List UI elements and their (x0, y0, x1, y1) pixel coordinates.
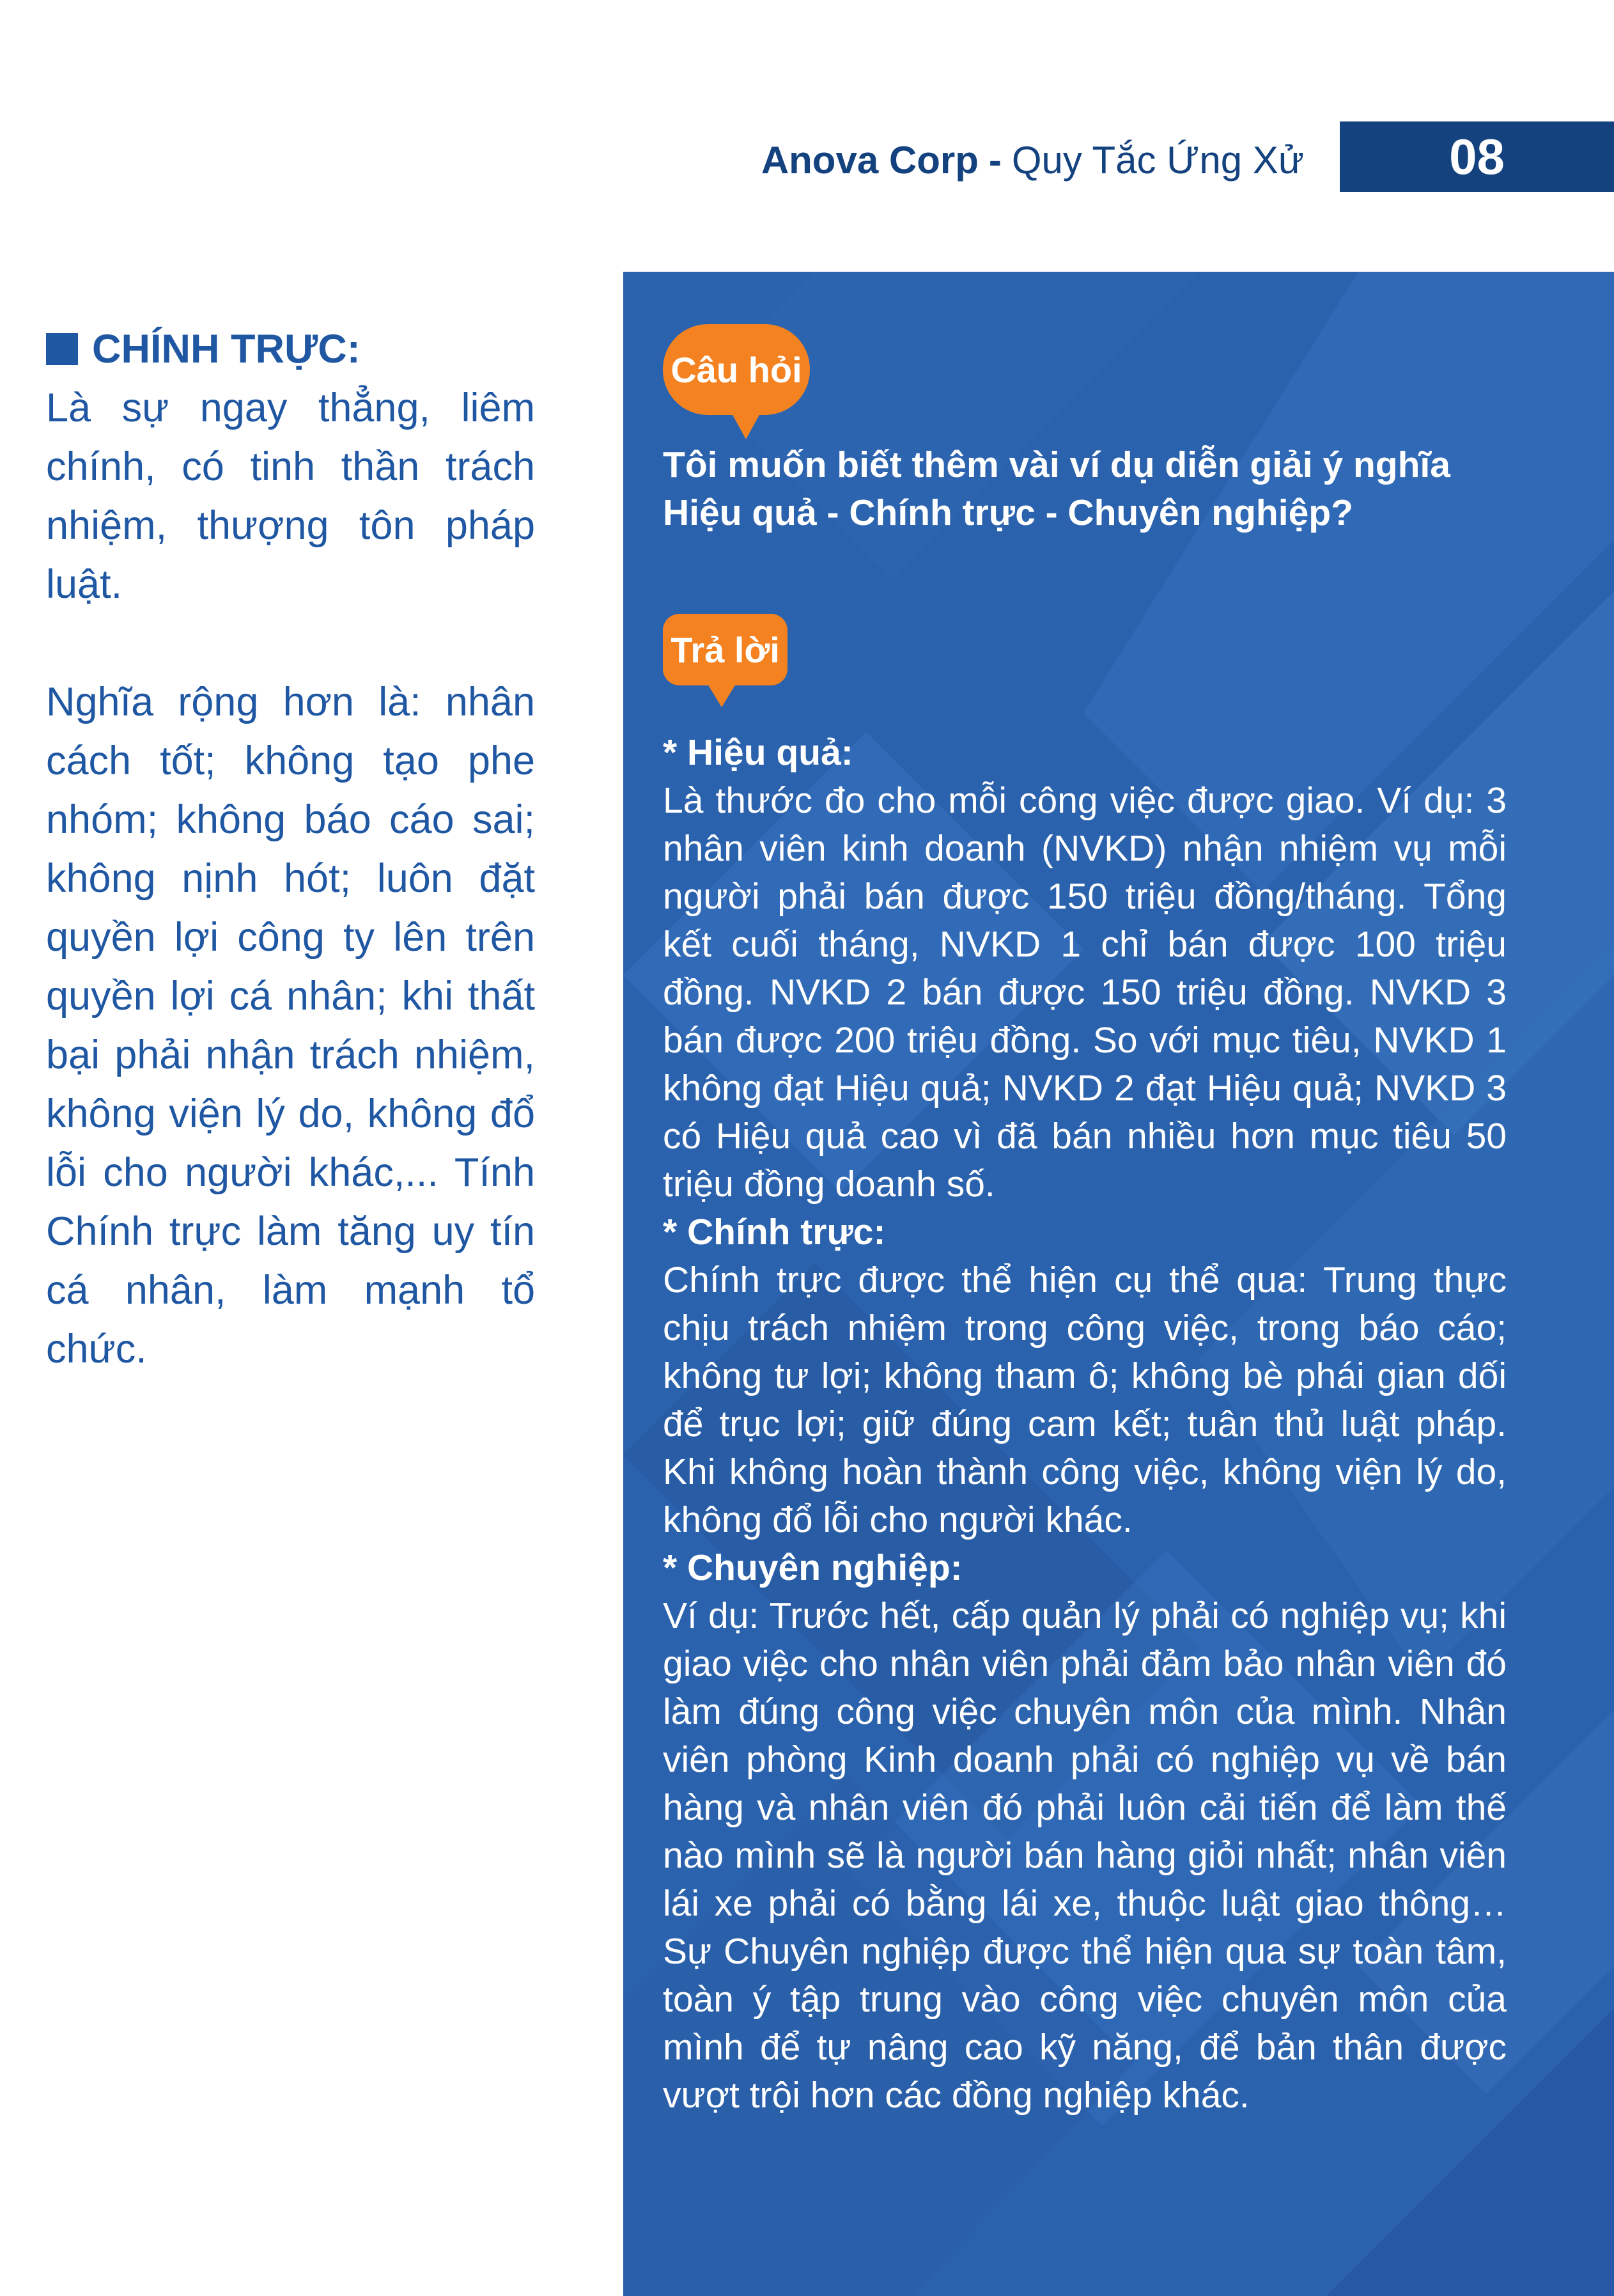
left-column (46, 320, 535, 1378)
subsection-title-chinh-truc: * Chính trực: (663, 1212, 886, 1253)
definition-paragraph: Là sự ngay thẳng, liêm chính, có tinh thần trách nhiệm, thượng tôn pháp luật. (46, 386, 535, 607)
extended-paragraph: Nghĩa rộng hơn là: nhân cách tốt; không tạo phe nhóm; không báo cáo sai; không nịnh hót; luôn đặt quyền lợi công ty lên trên quyền lợi cá nhân; khi thất bại phải nhận trách nhiệm, không viện lý do, không đổ lỗi cho người khác,... Tính Chính trực làm tăng uy tín cá nhân, làm mạnh tổ chức. (46, 680, 535, 1371)
square-bullet-icon (46, 333, 78, 365)
running-header (761, 131, 1304, 189)
question-text: Tôi muốn biết thêm vài ví dụ diễn giải ý nghĩa Hiệu quả - Chính trực - Chuyên nghiệp? (663, 444, 1450, 533)
section-heading-text: CHÍNH TRỰC: (92, 327, 361, 371)
section-heading (46, 320, 535, 379)
subsection-text-chuyen-nghiep: Ví dụ: Trước hết, cấp quản lý phải có nghiệp vụ; khi giao việc cho nhân viên phải đảm bảo nhân viên đó làm đúng công việc chuyên môn của mình. Nhân viên phòng Kinh doanh phải có nghiệp vụ về bán hàng và nhân viên đó phải luôn cải tiến để làm thế nào mình sẽ là người bán hàng giỏi nhất; nhân viên lái xe phải có bằng lái xe, thuộc luật giao thông… Sự Chuyên nghiệp được thể hiện qua sự toàn tâm, toàn ý tập trung vào công việc chuyên môn của mình để tự nâng cao kỹ năng, để bản thân được vượt trội hơn các đồng nghiệp khác. (663, 1595, 1507, 2116)
subsection-title-hieu-qua: * Hiệu quả: (663, 732, 853, 773)
qa-panel (623, 272, 1614, 2296)
question-label: Câu hỏi (671, 349, 802, 390)
document-title: Quy Tắc Ứng Xử (1011, 138, 1304, 182)
brand-name: Anova Corp (761, 138, 979, 182)
answer-body (663, 729, 1507, 2120)
page-number-box (1340, 121, 1614, 192)
question-bubble (663, 324, 810, 415)
header-separator: - (988, 138, 1002, 182)
subsection-text-hieu-qua: Là thước đo cho mỗi công việc được giao. Ví dụ: 3 nhân viên kinh doanh (NVKD) nhận nhiệm vụ mỗi người phải bán được 150 triệu đồng/tháng. Tổng kết cuối tháng, NVKD 1 chỉ bán được 100 triệu đồng. NVKD 2 bán được 150 triệu đồng. NVKD 3 bán được 200 triệu đồng. So với mục tiêu, NVKD 1 không đạt Hiệu quả; NVKD 2 đạt Hiệu quả; NVKD 3 có Hiệu quả cao vì đã bán nhiều hơn mục tiêu 50 triệu đồng doanh số. (663, 780, 1507, 1205)
subsection-text-chinh-truc: Chính trực được thể hiện cụ thể qua: Trung thực chịu trách nhiệm trong công việc, trong báo cáo; không tư lợi; không tham ô; không bè phái gian dối để trục lợi; giữ đúng cam kết; tuân thủ luật pháp. Khi không hoàn thành công việc, không viện lý do, không đổ lỗi cho người khác. (663, 1260, 1507, 1540)
page-number: 08 (1449, 128, 1505, 185)
subsection-title-chuyen-nghiep: * Chuyên nghiệp: (663, 1547, 963, 1588)
answer-label: Trả lời (671, 629, 780, 670)
answer-bubble (663, 614, 788, 685)
